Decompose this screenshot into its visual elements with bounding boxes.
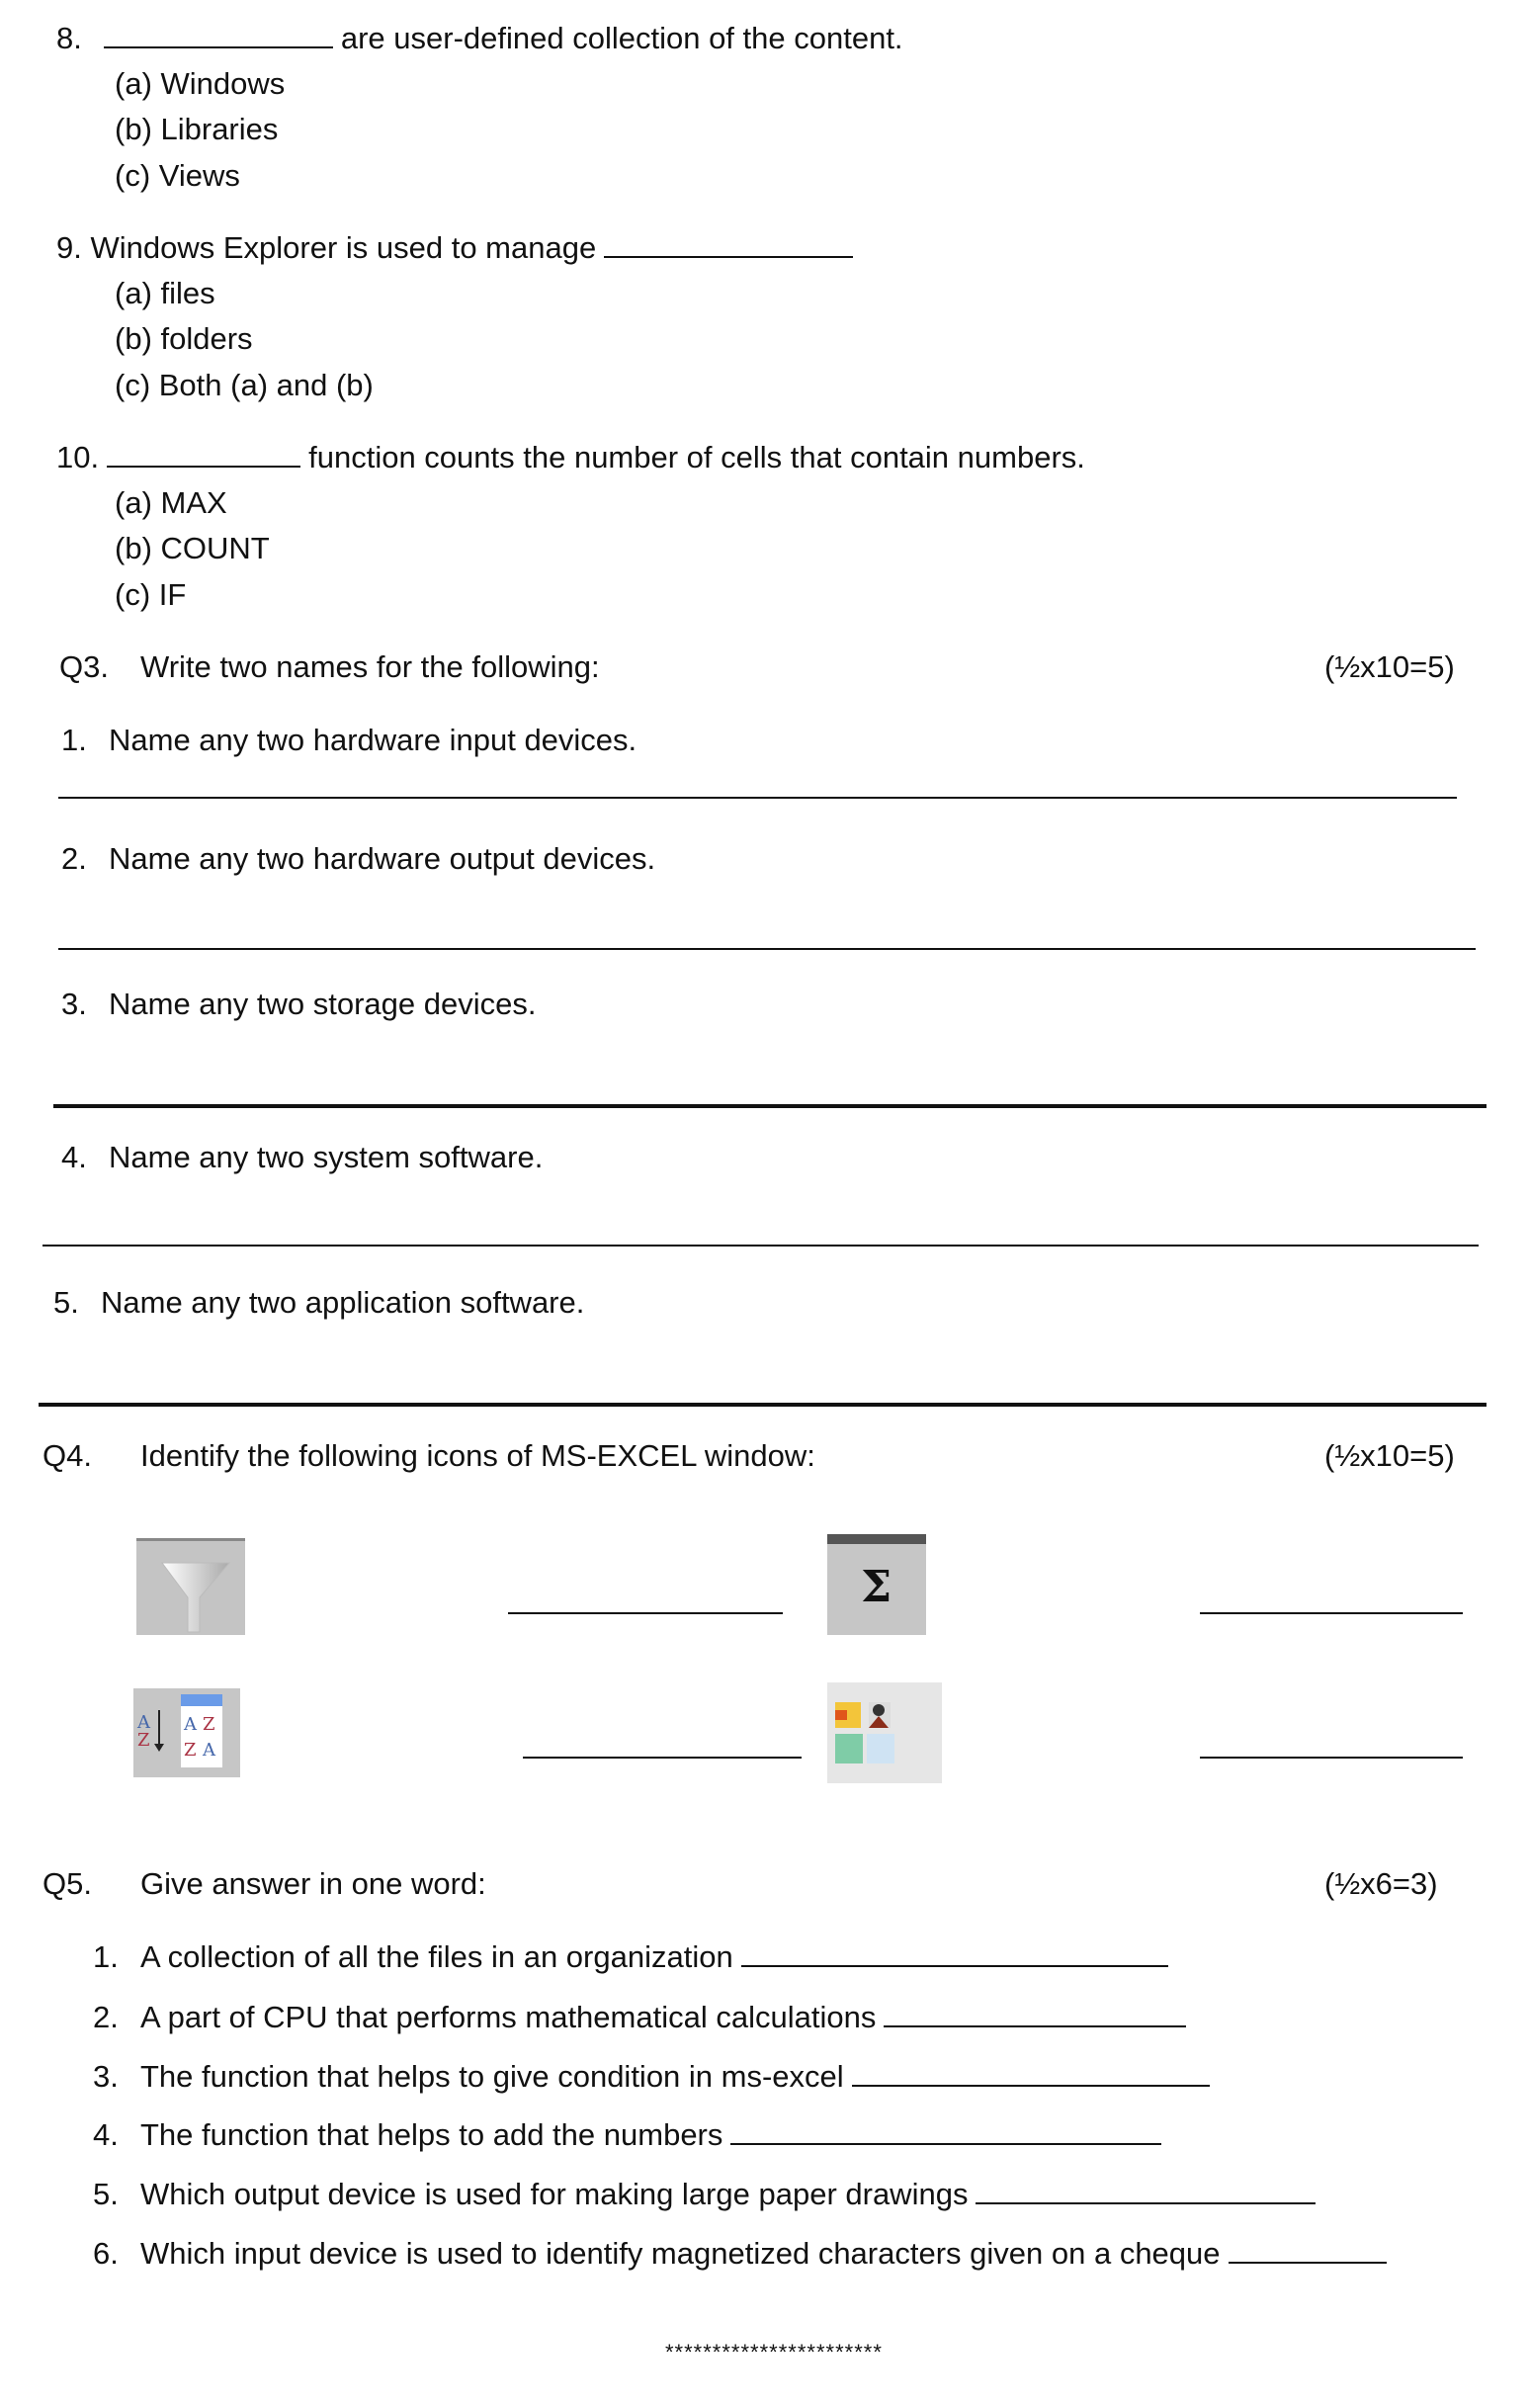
answer-line [42,1245,1479,1247]
q4-marks: (½x10=5) [1324,1438,1455,1473]
item-text: A collection of all the files in an organization [140,1939,733,1974]
question-text: 9. Windows Explorer is used to manage [56,230,597,265]
q4-title: Identify the following icons of MS-EXCEL window: [140,1438,815,1473]
q5-item [93,2059,1218,2095]
question-9 [56,230,861,266]
option: (a) MAX [115,485,227,520]
option: (c) IF [115,577,187,612]
q3-item-text: Name any two system software. [109,1140,544,1174]
item-text: Which output device is used for making large paper drawings [140,2177,969,2211]
item-number: 5. [53,1285,79,1320]
item-number: 2. [93,2000,119,2034]
clip-art-icon [827,1682,942,1783]
autosum-icon [827,1534,926,1635]
sort-icon [133,1688,240,1777]
item-number: 1. [61,723,87,757]
q5-title: Give answer in one word: [140,1866,486,1901]
option: (a) Windows [115,66,286,101]
option: (c) Both (a) and (b) [115,368,374,402]
end-marker: *********************** [665,2340,883,2365]
answer-line [53,1104,1487,1108]
item-number: 1. [93,1939,119,1974]
answer-blank [741,1939,1168,1967]
q3-item-text: Name any two hardware input devices. [109,723,637,757]
item-number: 3. [93,2059,119,2094]
item-number: 4. [93,2117,119,2152]
answer-blank [604,230,853,258]
q3-item-text: Name any two application software. [101,1285,585,1320]
q4-label: Q4. [42,1438,92,1473]
item-number: 5. [93,2177,119,2211]
svg-text:A: A [137,1712,150,1733]
q3-item [61,1140,87,1175]
q3-title: Write two names for the following: [140,649,600,684]
answer-line [58,948,1476,950]
answer-blank [730,2117,1161,2145]
q5-item [93,2117,1169,2153]
question-number: 10. [56,440,100,474]
svg-text:Z: Z [137,1730,150,1751]
answer-line [508,1612,783,1614]
answer-line [1200,1612,1463,1614]
item-text: The function that helps to give condition in ms-excel [140,2059,844,2094]
q5-item [93,1939,1176,1975]
item-number: 4. [61,1140,87,1174]
svg-text:Z: Z [203,1714,215,1735]
q5-label: Q5. [42,1866,92,1901]
filter-icon [136,1538,245,1635]
svg-text:Σ: Σ [861,1562,892,1612]
question-10 [56,440,1085,475]
q5-item [93,2236,1395,2272]
question-text: function counts the number of cells that contain numbers. [308,440,1085,474]
q3-item [61,987,87,1022]
q5-item [93,2000,1194,2035]
answer-blank [1229,2236,1387,2264]
q3-item [61,723,87,758]
svg-text:Z: Z [184,1740,197,1761]
option: (b) Libraries [115,112,279,146]
item-text: Which input device is used to identify magnetized characters given on a cheque [140,2236,1221,2271]
q3-item [53,1285,79,1321]
item-text: A part of CPU that performs mathematical calculations [140,2000,877,2034]
q3-marks: (½x10=5) [1324,649,1455,684]
answer-blank [976,2177,1316,2204]
answer-line [1200,1757,1463,1759]
question-8 [56,21,903,56]
answer-blank [107,440,300,468]
option: (b) folders [115,321,253,356]
q3-label: Q3. [59,649,109,684]
answer-line [58,797,1457,799]
option: (b) COUNT [115,531,270,565]
item-number: 6. [93,2236,119,2271]
q3-item [61,841,87,877]
option: (a) files [115,276,215,310]
svg-text:A: A [203,1740,215,1761]
answer-blank [884,2000,1186,2027]
q5-item [93,2177,1323,2212]
q3-item-text: Name any two storage devices. [109,987,537,1021]
answer-blank [104,21,333,48]
item-number: 2. [61,841,87,876]
question-number: 8. [56,21,82,55]
answer-line [39,1403,1487,1407]
q3-item-text: Name any two hardware output devices. [109,841,656,876]
answer-blank [852,2059,1210,2087]
svg-text:A: A [184,1714,197,1735]
item-text: The function that helps to add the numbers [140,2117,723,2152]
question-text: are user-defined collection of the content. [340,21,903,55]
q5-marks: (½x6=3) [1324,1866,1438,1901]
answer-line [523,1757,802,1759]
option: (c) Views [115,158,240,193]
item-number: 3. [61,987,87,1021]
